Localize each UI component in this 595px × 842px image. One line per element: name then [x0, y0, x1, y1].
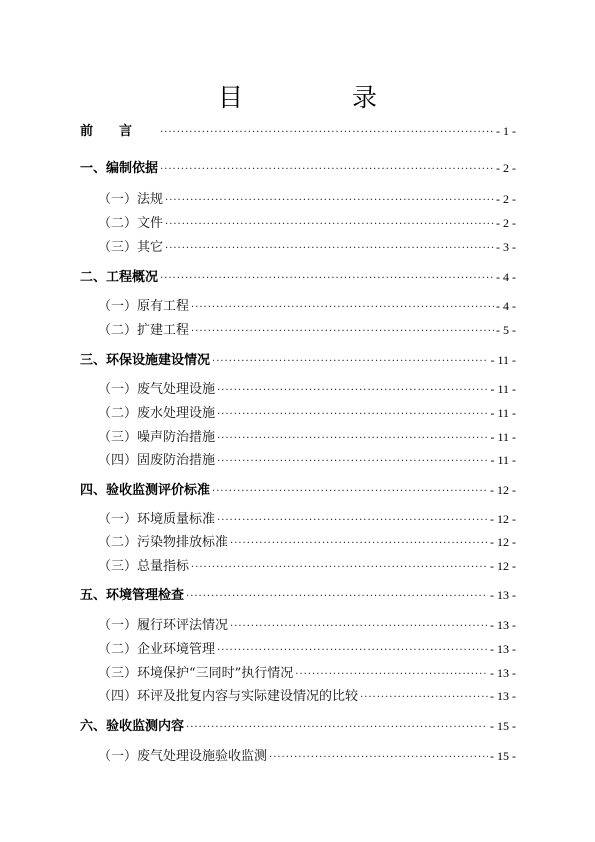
toc-dot-leader: [160, 123, 494, 143]
toc-entry-title: （三）环境保护“三同时”执行情况: [98, 666, 294, 681]
toc-page-number: - 3 -: [496, 240, 516, 254]
toc-entry[interactable]: [80, 480, 516, 500]
toc-entry[interactable]: [98, 663, 516, 683]
toc-page-number: - 5 -: [496, 323, 516, 337]
toc-entry[interactable]: [98, 746, 516, 766]
toc-dot-leader: [160, 160, 494, 180]
toc-page-number: - 12 -: [490, 535, 516, 549]
toc-page-number: - 13 -: [490, 588, 516, 602]
toc-entry[interactable]: [98, 532, 516, 552]
toc-dot-leader: [186, 718, 488, 738]
toc-entry-title: （二）污染物排放标准: [98, 535, 229, 550]
toc-entry[interactable]: [98, 189, 516, 209]
toc-entry[interactable]: [98, 686, 516, 706]
toc-entry[interactable]: [98, 450, 516, 470]
toc-entry-title: （二）企业环境管理: [98, 642, 216, 657]
toc-entry-title: （二）废水处理设施: [98, 406, 216, 421]
toc-entry-title: 一、编制依据: [80, 161, 159, 176]
toc-entry-title: （一）废气处理设施验收监测: [98, 749, 268, 764]
toc-page-number: - 11 -: [490, 406, 516, 420]
toc-entry-title: （一）履行环评法情况: [98, 618, 229, 633]
toc-page-number: - 12 -: [490, 483, 516, 497]
toc-entry[interactable]: [98, 403, 516, 423]
toc-dot-leader: [191, 322, 494, 342]
toc-entry-title: （一）原有工程: [98, 299, 190, 314]
toc-entry-title: （三）其它: [98, 240, 164, 255]
toc-entry[interactable]: [80, 350, 516, 370]
toc-page-number: - 15 -: [490, 719, 516, 733]
toc-page-number: - 12 -: [490, 512, 516, 526]
toc-dot-leader: [212, 352, 488, 372]
toc-page-number: - 1 -: [496, 124, 516, 138]
toc-page-number: - 4 -: [496, 299, 516, 313]
toc-entry[interactable]: [98, 296, 516, 316]
toc-dot-leader: [217, 452, 488, 472]
toc-entry-title: （二）文件: [98, 216, 164, 231]
toc-dot-leader: [160, 269, 494, 289]
toc-page-number: - 13 -: [490, 642, 516, 656]
toc-entry[interactable]: [98, 379, 516, 399]
toc-entry-title: （一）环境质量标准: [98, 512, 216, 527]
toc-entry-title: （一）法规: [98, 192, 164, 207]
toc-page-number: - 11 -: [490, 430, 516, 444]
toc-entry[interactable]: [98, 213, 516, 233]
toc-entry[interactable]: [80, 716, 516, 736]
toc-dot-leader: [360, 688, 488, 708]
toc-entry-title: 前言: [80, 124, 159, 139]
toc-entry-title: （三）总量指标: [98, 559, 190, 574]
toc-dot-leader: [230, 534, 488, 554]
toc-dot-leader: [212, 482, 488, 502]
toc-entry-title: （二）扩建工程: [98, 323, 190, 338]
toc-entry-title: （一）废气处理设施: [98, 382, 216, 397]
toc-entry[interactable]: [80, 158, 516, 178]
toc-entry-title: 二、工程概况: [80, 270, 159, 285]
toc-entry-title: 六、验收监测内容: [80, 719, 185, 734]
toc-dot-leader: [230, 617, 488, 637]
toc-entry[interactable]: [98, 237, 516, 257]
toc-entry-title: （四）固废防治措施: [98, 453, 216, 468]
toc-dot-leader: [269, 748, 488, 768]
toc-dot-leader: [217, 405, 488, 425]
toc-page-number: - 2 -: [496, 192, 516, 206]
toc-entry-title: 三、环保设施建设情况: [80, 353, 211, 368]
toc-page-number: - 11 -: [490, 353, 516, 367]
toc-page-number: - 15 -: [490, 749, 516, 763]
toc-dot-leader: [191, 298, 494, 318]
toc-page-number: - 12 -: [490, 559, 516, 573]
toc-dot-leader: [217, 381, 488, 401]
toc-page-number: - 4 -: [496, 270, 516, 284]
toc-dot-leader: [165, 215, 494, 235]
toc-page-number: - 11 -: [490, 382, 516, 396]
toc-dot-leader: [186, 587, 488, 607]
toc-dot-leader: [217, 429, 488, 449]
toc-dot-leader: [217, 511, 488, 531]
toc-entry-title: （三）噪声防治措施: [98, 430, 216, 445]
toc-entry[interactable]: [80, 121, 516, 141]
toc-entry[interactable]: [98, 320, 516, 340]
toc-entry[interactable]: [98, 509, 516, 529]
toc-page-number: - 13 -: [490, 666, 516, 680]
toc-entry-title: （四）环评及批复内容与实际建设情况的比较: [98, 689, 359, 704]
toc-entry-title: 五、环境管理检查: [80, 588, 185, 603]
toc-entry[interactable]: [98, 556, 516, 576]
toc-dot-leader: [165, 191, 494, 211]
toc-dot-leader: [165, 239, 494, 259]
toc-page-number: - 13 -: [490, 618, 516, 632]
toc-dot-leader: [295, 665, 488, 685]
toc-page-number: - 11 -: [490, 453, 516, 467]
toc-entry[interactable]: [98, 427, 516, 447]
toc-entry[interactable]: [80, 585, 516, 605]
toc-entry[interactable]: [80, 267, 516, 287]
page-title: 目 录: [217, 83, 419, 112]
toc-entry[interactable]: [98, 615, 516, 635]
toc-page-number: - 13 -: [490, 689, 516, 703]
toc-dot-leader: [217, 641, 488, 661]
toc-page-number: - 2 -: [496, 161, 516, 175]
toc-dot-leader: [191, 558, 488, 578]
toc-page-number: - 2 -: [496, 216, 516, 230]
toc-entry-title: 四、验收监测评价标准: [80, 483, 211, 498]
toc-entry[interactable]: [98, 639, 516, 659]
